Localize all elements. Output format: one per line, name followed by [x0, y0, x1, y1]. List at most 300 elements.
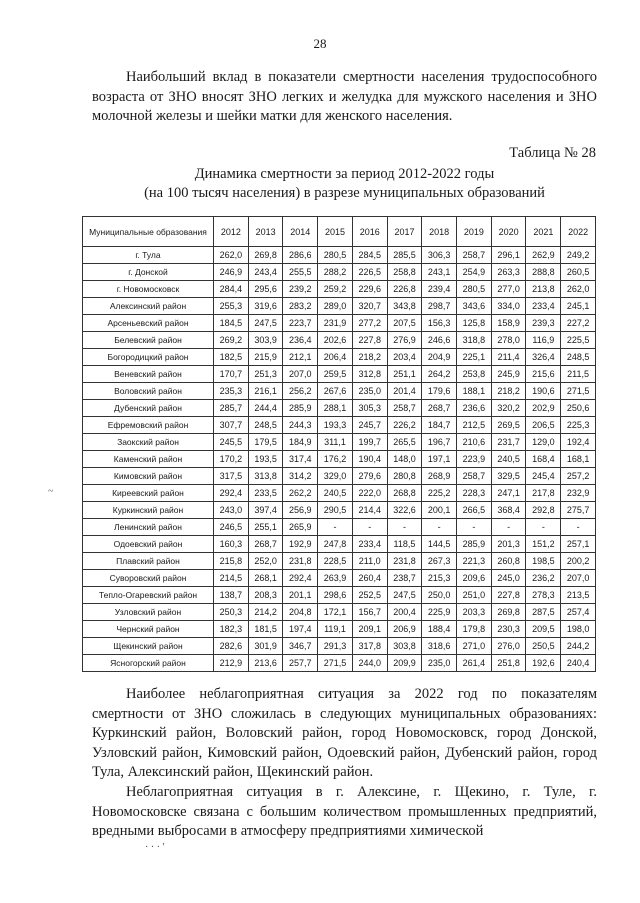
- mortality-value-cell: 263,9: [318, 570, 353, 587]
- mortality-value-cell: 280,5: [457, 281, 492, 298]
- mortality-value-cell: 206,5: [526, 417, 561, 434]
- mortality-value-cell: 201,1: [283, 587, 318, 604]
- mortality-value-cell: 271,5: [561, 383, 596, 400]
- mortality-value-cell: 193,5: [248, 451, 283, 468]
- mortality-value-cell: 296,1: [491, 247, 526, 264]
- mortality-value-cell: -: [457, 519, 492, 536]
- mortality-value-cell: 318,6: [422, 638, 457, 655]
- mortality-value-cell: 212,9: [214, 655, 249, 672]
- mortality-value-cell: 240,5: [318, 485, 353, 502]
- mortality-value-cell: 276,0: [491, 638, 526, 655]
- table-row: [83, 247, 596, 264]
- mortality-value-cell: 368,4: [491, 502, 526, 519]
- mortality-value-cell: 200,4: [387, 604, 422, 621]
- table-body: [83, 247, 596, 672]
- column-header-year: 2016: [352, 217, 387, 247]
- municipality-name: Узловский район: [83, 604, 214, 621]
- table-row: [83, 604, 596, 621]
- table-row: [83, 332, 596, 349]
- mortality-value-cell: 200,1: [422, 502, 457, 519]
- municipality-name: Киреевский район: [83, 485, 214, 502]
- column-header-year: 2021: [526, 217, 561, 247]
- column-header-municipality: Муниципальные образования: [83, 217, 214, 247]
- mortality-value-cell: 235,0: [352, 383, 387, 400]
- mortality-value-cell: 258,8: [387, 264, 422, 281]
- mortality-value-cell: 240,4: [561, 655, 596, 672]
- mortality-value-cell: 268,8: [387, 485, 422, 502]
- mortality-value-cell: 251,8: [491, 655, 526, 672]
- mortality-value-cell: 235,3: [214, 383, 249, 400]
- mortality-value-cell: 231,9: [318, 315, 353, 332]
- mortality-value-cell: 317,8: [352, 638, 387, 655]
- municipality-name: Заокский район: [83, 434, 214, 451]
- mortality-value-cell: 305,3: [352, 400, 387, 417]
- mortality-value-cell: 269,2: [214, 332, 249, 349]
- municipality-name: Алексинский район: [83, 298, 214, 315]
- mortality-value-cell: 278,0: [491, 332, 526, 349]
- column-header-year: 2015: [318, 217, 353, 247]
- mortality-table: [82, 216, 596, 672]
- mortality-value-cell: 269,5: [491, 417, 526, 434]
- municipality-name: г. Новомосковск: [83, 281, 214, 298]
- mortality-value-cell: 206,4: [318, 349, 353, 366]
- mortality-value-cell: 320,7: [352, 298, 387, 315]
- mortality-value-cell: 144,5: [422, 536, 457, 553]
- mortality-value-cell: 245,1: [561, 298, 596, 315]
- mortality-value-cell: 320,2: [491, 400, 526, 417]
- mortality-value-cell: 250,6: [561, 400, 596, 417]
- municipality-name: Богородицкий район: [83, 349, 214, 366]
- mortality-value-cell: 151,2: [526, 536, 561, 553]
- table-row: [83, 485, 596, 502]
- table-row: [83, 281, 596, 298]
- mortality-value-cell: 125,8: [457, 315, 492, 332]
- intro-paragraph: [92, 68, 597, 127]
- mortality-value-cell: 260,5: [561, 264, 596, 281]
- mortality-value-cell: 116,9: [526, 332, 561, 349]
- mortality-value-cell: 223,9: [457, 451, 492, 468]
- mortality-value-cell: 288,8: [526, 264, 561, 281]
- mortality-value-cell: 209,1: [352, 621, 387, 638]
- municipality-name: Куркинский район: [83, 502, 214, 519]
- mortality-value-cell: 176,2: [318, 451, 353, 468]
- mortality-value-cell: 218,2: [491, 383, 526, 400]
- mortality-value-cell: 245,7: [352, 417, 387, 434]
- mortality-value-cell: 198,0: [561, 621, 596, 638]
- mortality-value-cell: 244,0: [352, 655, 387, 672]
- mortality-value-cell: 231,8: [387, 553, 422, 570]
- mortality-value-cell: -: [561, 519, 596, 536]
- mortality-value-cell: 257,2: [561, 468, 596, 485]
- mortality-value-cell: 231,7: [491, 434, 526, 451]
- mortality-value-cell: 192,6: [526, 655, 561, 672]
- mortality-value-cell: 170,7: [214, 366, 249, 383]
- mortality-value-cell: 255,3: [214, 298, 249, 315]
- mortality-value-cell: 119,1: [318, 621, 353, 638]
- mortality-value-cell: 275,7: [561, 502, 596, 519]
- mortality-value-cell: 256,9: [283, 502, 318, 519]
- mortality-value-cell: 208,3: [248, 587, 283, 604]
- column-header-year: 2018: [422, 217, 457, 247]
- mortality-value-cell: 240,5: [491, 451, 526, 468]
- mortality-value-cell: 138,7: [214, 587, 249, 604]
- mortality-value-cell: 209,5: [526, 621, 561, 638]
- mortality-value-cell: 213,8: [526, 281, 561, 298]
- mortality-value-cell: 260,8: [491, 553, 526, 570]
- mortality-value-cell: 245,4: [526, 468, 561, 485]
- table-row: [83, 298, 596, 315]
- mortality-value-cell: 252,5: [352, 587, 387, 604]
- mortality-value-cell: 184,5: [214, 315, 249, 332]
- mortality-value-cell: 278,3: [526, 587, 561, 604]
- mortality-value-cell: 260,4: [352, 570, 387, 587]
- mortality-value-cell: 225,2: [422, 485, 457, 502]
- mortality-value-cell: 213,6: [248, 655, 283, 672]
- mortality-value-cell: 258,7: [457, 247, 492, 264]
- mortality-value-cell: 226,2: [387, 417, 422, 434]
- mortality-value-cell: 188,4: [422, 621, 457, 638]
- mortality-value-cell: 285,5: [387, 247, 422, 264]
- mortality-value-cell: 303,9: [248, 332, 283, 349]
- municipality-name: Белевский район: [83, 332, 214, 349]
- mortality-value-cell: 211,4: [491, 349, 526, 366]
- mortality-value-cell: 182,5: [214, 349, 249, 366]
- municipality-name: г. Тула: [83, 247, 214, 264]
- mortality-value-cell: 284,4: [214, 281, 249, 298]
- mortality-value-cell: 248,5: [248, 417, 283, 434]
- municipality-name: Тепло-Огаревский район: [83, 587, 214, 604]
- mortality-value-cell: 280,8: [387, 468, 422, 485]
- mortality-value-cell: 190,4: [352, 451, 387, 468]
- mortality-value-cell: 257,1: [561, 536, 596, 553]
- mortality-value-cell: 346,7: [283, 638, 318, 655]
- mortality-value-cell: 282,6: [214, 638, 249, 655]
- mortality-value-cell: 262,0: [561, 281, 596, 298]
- table-row: [83, 638, 596, 655]
- mortality-value-cell: 311,1: [318, 434, 353, 451]
- mortality-value-cell: 269,8: [491, 604, 526, 621]
- mortality-value-cell: 238,7: [387, 570, 422, 587]
- mortality-value-cell: 207,0: [561, 570, 596, 587]
- mortality-value-cell: 313,8: [248, 468, 283, 485]
- mortality-value-cell: 225,9: [422, 604, 457, 621]
- mortality-value-cell: 213,5: [561, 587, 596, 604]
- mortality-value-cell: 156,7: [352, 604, 387, 621]
- mortality-value-cell: 263,3: [491, 264, 526, 281]
- mortality-value-cell: 250,0: [422, 587, 457, 604]
- mortality-value-cell: 193,3: [318, 417, 353, 434]
- mortality-value-cell: 160,3: [214, 536, 249, 553]
- mortality-value-cell: 192,9: [283, 536, 318, 553]
- mortality-value-cell: 287,5: [526, 604, 561, 621]
- municipality-name: Арсеньевский район: [83, 315, 214, 332]
- mortality-value-cell: 246,5: [214, 519, 249, 536]
- mortality-value-cell: -: [422, 519, 457, 536]
- municipality-name: Кимовский район: [83, 468, 214, 485]
- mortality-value-cell: 229,6: [352, 281, 387, 298]
- mortality-value-cell: 232,9: [561, 485, 596, 502]
- table-row: [83, 536, 596, 553]
- mortality-value-cell: 244,2: [561, 638, 596, 655]
- mortality-value-cell: 322,6: [387, 502, 422, 519]
- mortality-value-cell: 207,0: [283, 366, 318, 383]
- mortality-value-cell: 319,6: [248, 298, 283, 315]
- municipality-name: Веневский район: [83, 366, 214, 383]
- situation-text: Наиболее неблагоприятная ситуация за 2022 год по показателям смертности от ЗНО сложилась в следующих муниципальных образованиях: Куркинский район, Воловский район, город Новомосковск, город Донской, Узловский район, Кимовский район, Одоевский район, Дубенский район, город Тула, Алексинский район, Щекинский район.: [92, 686, 597, 780]
- table-row: [83, 434, 596, 451]
- table-row: [83, 570, 596, 587]
- table-row: [83, 587, 596, 604]
- mortality-value-cell: 243,0: [214, 502, 249, 519]
- table-header-row: [83, 217, 596, 247]
- mortality-value-cell: 292,4: [214, 485, 249, 502]
- mortality-value-cell: 188,1: [457, 383, 492, 400]
- mortality-value-cell: 292,8: [526, 502, 561, 519]
- table-row: [83, 400, 596, 417]
- mortality-value-cell: 285,9: [283, 400, 318, 417]
- mortality-value-cell: 267,3: [422, 553, 457, 570]
- mortality-value-cell: 326,4: [526, 349, 561, 366]
- mortality-value-cell: 254,9: [457, 264, 492, 281]
- mortality-value-cell: 236,4: [283, 332, 318, 349]
- mortality-value-cell: 235,0: [422, 655, 457, 672]
- mortality-value-cell: 262,9: [526, 247, 561, 264]
- municipality-name: Ефремовский район: [83, 417, 214, 434]
- mortality-value-cell: 280,5: [318, 247, 353, 264]
- mortality-value-cell: 225,5: [561, 332, 596, 349]
- mortality-value-cell: 291,3: [318, 638, 353, 655]
- table-title: [92, 165, 597, 203]
- mortality-value-cell: 222,0: [352, 485, 387, 502]
- mortality-value-cell: 276,9: [387, 332, 422, 349]
- mortality-value-cell: 306,3: [422, 247, 457, 264]
- mortality-value-cell: 184,7: [422, 417, 457, 434]
- mortality-value-cell: 286,6: [283, 247, 318, 264]
- mortality-value-cell: 247,5: [248, 315, 283, 332]
- mortality-value-cell: 168,4: [526, 451, 561, 468]
- mortality-value-cell: 244,4: [248, 400, 283, 417]
- mortality-value-cell: 261,4: [457, 655, 492, 672]
- mortality-value-cell: 343,8: [387, 298, 422, 315]
- mortality-value-cell: 245,0: [491, 570, 526, 587]
- mortality-value-cell: 250,5: [526, 638, 561, 655]
- mortality-value-cell: 243,1: [422, 264, 457, 281]
- table-row: [83, 315, 596, 332]
- mortality-value-cell: 200,2: [561, 553, 596, 570]
- mortality-value-cell: 255,5: [283, 264, 318, 281]
- mortality-value-cell: 251,0: [457, 587, 492, 604]
- mortality-value-cell: 192,4: [561, 434, 596, 451]
- municipality-name: г. Донской: [83, 264, 214, 281]
- mortality-value-cell: 212,1: [283, 349, 318, 366]
- municipality-name: Щекинский район: [83, 638, 214, 655]
- municipality-name: Плавский район: [83, 553, 214, 570]
- mortality-value-cell: 249,2: [561, 247, 596, 264]
- mortality-value-cell: 262,2: [283, 485, 318, 502]
- mortality-value-cell: 227,2: [561, 315, 596, 332]
- mortality-value-cell: 215,6: [526, 366, 561, 383]
- mortality-value-cell: 209,6: [457, 570, 492, 587]
- mortality-value-cell: 236,6: [457, 400, 492, 417]
- mortality-value-cell: 203,4: [387, 349, 422, 366]
- mortality-value-cell: 226,8: [387, 281, 422, 298]
- table-title-line-2: (на 100 тысяч населения) в разрезе муниципальных образований: [144, 185, 545, 201]
- mortality-value-cell: 129,0: [526, 434, 561, 451]
- municipality-name: Воловский район: [83, 383, 214, 400]
- mortality-value-cell: 247,1: [491, 485, 526, 502]
- municipality-name: Суворовский район: [83, 570, 214, 587]
- municipality-name: Ленинский район: [83, 519, 214, 536]
- mortality-value-cell: 248,5: [561, 349, 596, 366]
- table-row: [83, 383, 596, 400]
- mortality-value-cell: 204,9: [422, 349, 457, 366]
- column-header-year: 2017: [387, 217, 422, 247]
- mortality-value-cell: 318,8: [457, 332, 492, 349]
- mortality-value-cell: 228,5: [318, 553, 353, 570]
- mortality-value-cell: 179,6: [422, 383, 457, 400]
- mortality-value-cell: 343,6: [457, 298, 492, 315]
- page-number: 28: [313, 36, 327, 51]
- mortality-value-cell: 259,2: [318, 281, 353, 298]
- mortality-value-cell: 206,9: [387, 621, 422, 638]
- mortality-value-cell: 179,5: [248, 434, 283, 451]
- mortality-value-cell: 250,3: [214, 604, 249, 621]
- mortality-value-cell: 233,4: [526, 298, 561, 315]
- mortality-value-cell: 266,5: [457, 502, 492, 519]
- table-row: [83, 553, 596, 570]
- mortality-value-cell: 212,5: [457, 417, 492, 434]
- mortality-value-cell: 251,3: [248, 366, 283, 383]
- mortality-value-cell: 243,4: [248, 264, 283, 281]
- mortality-value-cell: 247,5: [387, 587, 422, 604]
- mortality-value-cell: 262,0: [214, 247, 249, 264]
- mortality-value-cell: 156,3: [422, 315, 457, 332]
- margin-scan-mark: ~: [48, 486, 54, 497]
- mortality-value-cell: 230,3: [491, 621, 526, 638]
- mortality-value-cell: 314,2: [283, 468, 318, 485]
- mortality-value-cell: 271,5: [318, 655, 353, 672]
- mortality-value-cell: 312,8: [352, 366, 387, 383]
- bottom-scan-mark: · · · ': [145, 842, 165, 853]
- mortality-value-cell: 233,4: [352, 536, 387, 553]
- mortality-value-cell: 259,5: [318, 366, 353, 383]
- mortality-value-cell: 285,9: [457, 536, 492, 553]
- mortality-value-cell: 251,1: [387, 366, 422, 383]
- mortality-value-cell: 211,5: [561, 366, 596, 383]
- mortality-value-cell: 298,6: [318, 587, 353, 604]
- mortality-value-cell: 172,1: [318, 604, 353, 621]
- mortality-value-cell: 184,9: [283, 434, 318, 451]
- mortality-value-cell: 329,0: [318, 468, 353, 485]
- mortality-value-cell: 215,3: [422, 570, 457, 587]
- column-header-year: 2022: [561, 217, 596, 247]
- mortality-value-cell: 239,2: [283, 281, 318, 298]
- table-row: [83, 264, 596, 281]
- mortality-value-cell: 258,7: [387, 400, 422, 417]
- mortality-value-cell: -: [387, 519, 422, 536]
- mortality-value-cell: 231,8: [283, 553, 318, 570]
- mortality-value-cell: 158,9: [491, 315, 526, 332]
- mortality-value-cell: 118,5: [387, 536, 422, 553]
- mortality-value-cell: -: [526, 519, 561, 536]
- mortality-value-cell: 285,7: [214, 400, 249, 417]
- mortality-value-cell: 268,9: [422, 468, 457, 485]
- mortality-value-cell: 292,4: [283, 570, 318, 587]
- mortality-value-cell: 221,3: [457, 553, 492, 570]
- mortality-value-cell: 225,1: [457, 349, 492, 366]
- mortality-value-cell: 317,4: [283, 451, 318, 468]
- table-row: [83, 417, 596, 434]
- mortality-value-cell: 196,7: [422, 434, 457, 451]
- mortality-value-cell: 211,0: [352, 553, 387, 570]
- mortality-value-cell: 295,6: [248, 281, 283, 298]
- mortality-value-cell: 298,7: [422, 298, 457, 315]
- mortality-value-cell: 268,1: [248, 570, 283, 587]
- mortality-value-cell: 190,6: [526, 383, 561, 400]
- mortality-value-cell: 199,7: [352, 434, 387, 451]
- table-row: [83, 655, 596, 672]
- mortality-value-cell: 257,4: [561, 604, 596, 621]
- mortality-value-cell: 307,7: [214, 417, 249, 434]
- mortality-value-cell: 268,7: [248, 536, 283, 553]
- mortality-value-cell: 256,2: [283, 383, 318, 400]
- municipality-name: Одоевский район: [83, 536, 214, 553]
- intro-text: Наибольший вклад в показатели смертности населения трудоспособного возраста от ЗНО вносят ЗНО легких и желудка для мужского населения и ЗНО молочной железы и шейки матки для женского населения.: [92, 69, 597, 124]
- mortality-value-cell: 198,5: [526, 553, 561, 570]
- mortality-value-cell: 204,8: [283, 604, 318, 621]
- mortality-value-cell: 264,2: [422, 366, 457, 383]
- mortality-value-cell: 239,4: [422, 281, 457, 298]
- mortality-value-cell: 228,3: [457, 485, 492, 502]
- mortality-value-cell: 301,9: [248, 638, 283, 655]
- mortality-value-cell: 277,0: [491, 281, 526, 298]
- mortality-value-cell: 182,3: [214, 621, 249, 638]
- mortality-value-cell: 236,2: [526, 570, 561, 587]
- table-row: [83, 621, 596, 638]
- mortality-value-cell: 233,5: [248, 485, 283, 502]
- table-row: [83, 468, 596, 485]
- mortality-value-cell: 329,5: [491, 468, 526, 485]
- mortality-value-cell: 283,2: [283, 298, 318, 315]
- mortality-value-cell: 181,5: [248, 621, 283, 638]
- mortality-value-cell: 239,3: [526, 315, 561, 332]
- municipality-name: Каменский район: [83, 451, 214, 468]
- mortality-value-cell: 303,8: [387, 638, 422, 655]
- mortality-value-cell: 267,6: [318, 383, 353, 400]
- mortality-value-cell: 209,9: [387, 655, 422, 672]
- mortality-value-cell: 252,0: [248, 553, 283, 570]
- mortality-value-cell: 201,4: [387, 383, 422, 400]
- mortality-value-cell: 334,0: [491, 298, 526, 315]
- mortality-value-cell: 247,8: [318, 536, 353, 553]
- mortality-value-cell: 197,1: [422, 451, 457, 468]
- mortality-value-cell: 148,0: [387, 451, 422, 468]
- column-header-year: 2019: [457, 217, 492, 247]
- table-row: [83, 366, 596, 383]
- mortality-value-cell: 179,8: [457, 621, 492, 638]
- table-row: [83, 502, 596, 519]
- mortality-value-cell: 244,3: [283, 417, 318, 434]
- mortality-value-cell: 207,5: [387, 315, 422, 332]
- table-title-line-1: Динамика смертности за период 2012-2022 годы: [194, 166, 495, 182]
- municipality-name: Чернский район: [83, 621, 214, 638]
- mortality-value-cell: 246,6: [422, 332, 457, 349]
- mortality-value-cell: 277,2: [352, 315, 387, 332]
- mortality-value-cell: 168,1: [561, 451, 596, 468]
- table-row: [83, 349, 596, 366]
- mortality-value-cell: 265,5: [387, 434, 422, 451]
- table-row: [83, 519, 596, 536]
